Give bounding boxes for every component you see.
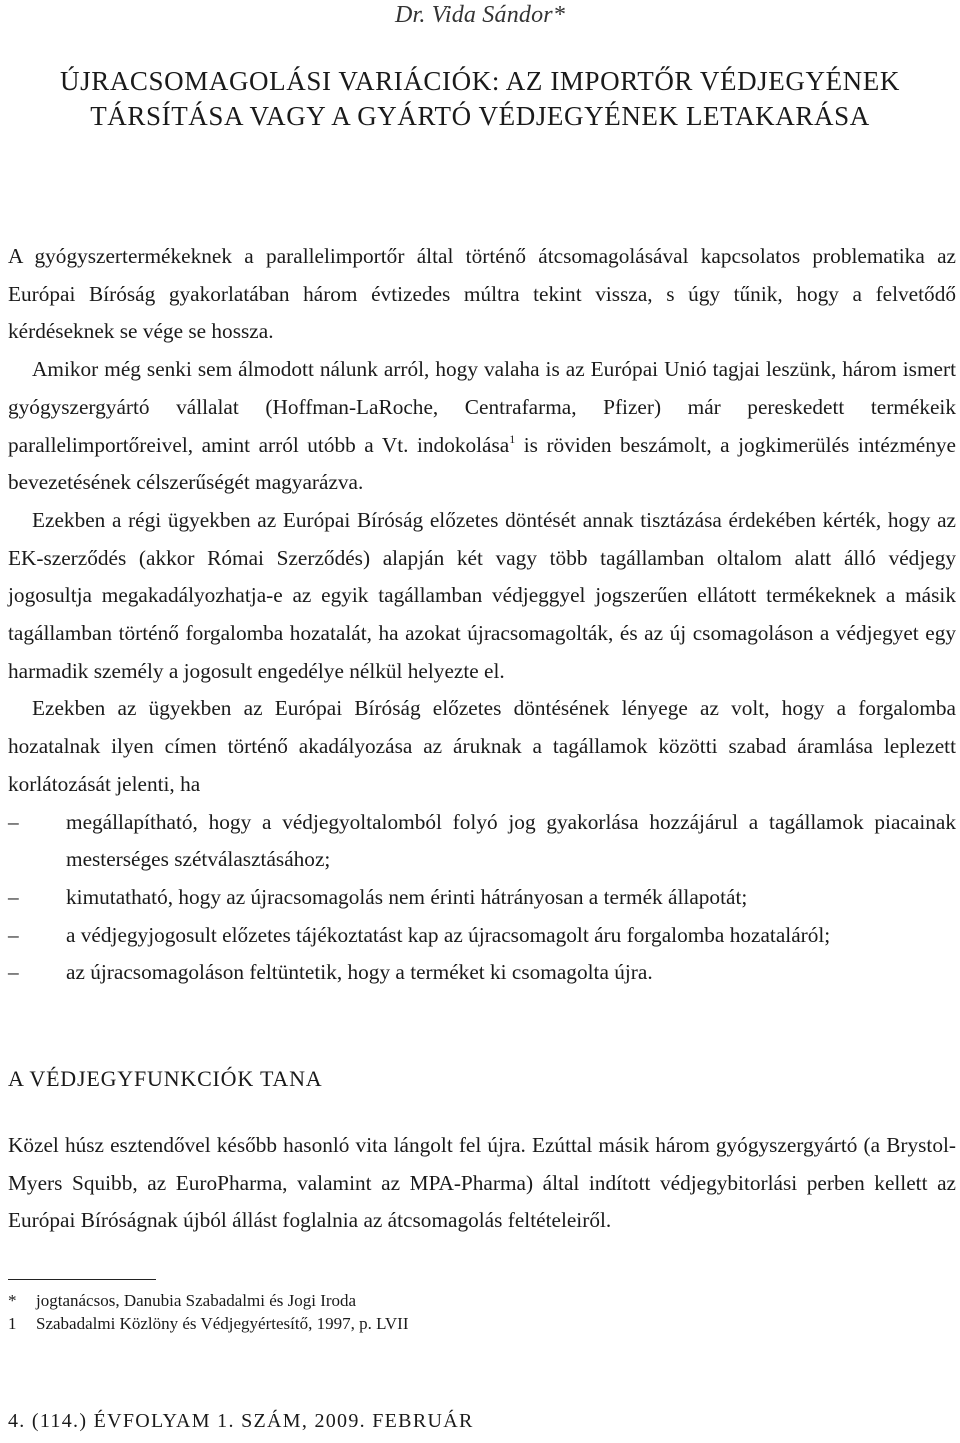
list-item xyxy=(8,917,956,955)
list-dash: – xyxy=(8,960,19,985)
footnote-ref-1: 1 xyxy=(509,431,516,446)
title-line-1: ÚJRACSOMAGOLÁSI VARIÁCIÓK: AZ IMPORTŐR VÉDJEGYÉNEK xyxy=(60,66,900,96)
footnote-item xyxy=(8,1289,908,1312)
article-title xyxy=(0,64,960,134)
conditions-list xyxy=(8,804,956,993)
footnote-divider xyxy=(8,1279,156,1280)
footnote-mark: * xyxy=(8,1291,17,1310)
list-dash: – xyxy=(8,809,19,834)
footnote-text: jogtanácsos, Danubia Szabadalmi és Jogi Iroda xyxy=(36,1291,357,1310)
section-body xyxy=(8,1127,956,1240)
footnote-item xyxy=(8,1312,908,1335)
list-item-text: a védjegyjogosult előzetes tájékoztatást kap az újracsomagolt áru forgalomba hozataláról; xyxy=(66,922,831,947)
section-paragraph-1: Közel húsz esztendővel később hasonló vita lángolt fel újra. Ezúttal másik három gyógyszergyártó (a Brystol-Myers Squibb, az EuroPharma, valamint az MPA-Pharma) által indított védjegybitorlási perben kellett az Európai Bíróságnak újból állást foglalnia az átcsomagolás feltételeiről. xyxy=(8,1133,956,1233)
intro-paragraph-4: Ezekben az ügyekben az Európai Bíróság előzetes döntésének lényege az volt, hogy a forgalomba hozatalnak ilyen címen történő akadályozása az áruknak a tagállamok közötti szabad áramlása leplezett korlátozását jelenti, ha xyxy=(8,696,956,796)
list-item xyxy=(8,879,956,917)
intro-paragraph-1: A gyógyszertermékeknek a parallelimportőr által történő átcsomagolásával kapcsolatos problematika az Európai Bíróság gyakorlatában három évtizedes múltra tekint vissza, s úgy tűnik, hogy a felvetődő kérdéseknek se vége se hossza. xyxy=(8,244,956,344)
running-footer: 4. (114.) ÉVFOLYAM 1. SZÁM, 2009. FEBRUÁR xyxy=(8,1410,474,1432)
footnote-mark: 1 xyxy=(8,1314,17,1333)
list-item xyxy=(8,954,956,992)
author-name: Dr. Vida Sándor* xyxy=(394,2,566,28)
list-item-text: az újracsomagoláson feltüntetik, hogy a terméket ki csomagolta újra. xyxy=(66,960,653,985)
list-dash: – xyxy=(8,922,19,947)
list-item xyxy=(8,804,956,879)
paragraph-2-text-b: is röviden beszámolt, a jogkimerülés intézménye bevezetésének célszerűségét magyarázva. xyxy=(8,432,956,495)
intro-body xyxy=(8,238,956,992)
list-item-text: megállapítható, hogy a védjegyoltalomból folyó jog gyakorlása hozzájárul a tagállamok piacainak mesterséges szétválasztásához; xyxy=(66,809,956,872)
footnote-text: Szabadalmi Közlöny és Védjegyértesítő, 1997, p. LVII xyxy=(36,1314,409,1333)
list-item-text: kimutatható, hogy az újracsomagolás nem érinti hátrányosan a termék állapotát; xyxy=(66,884,748,909)
intro-paragraph-2 xyxy=(8,351,956,502)
intro-paragraph-3: Ezekben a régi ügyekben az Európai Bíróság előzetes döntését annak tisztázása érdekében kérték, hogy az EK-szerződés (akkor Római Szerződés) alapján két vagy több tagállamban oltalom alatt álló védjegy jogosultja megakadályozhatja-e az egyik tagállamban védjeggyel jogszerűen ellátott termékeknek a másik tagállamban történő forgalomba hozatalát, ha azokat újracsomagolták, és az új csomagoláson a védjegyet egy harmadik személy a jogosult engedélye nélkül helyezte el. xyxy=(8,507,956,683)
title-line-2: TÁRSÍTÁSA VAGY A GYÁRTÓ VÉDJEGYÉNEK LETAKARÁSA xyxy=(90,101,870,131)
section-heading: A VÉDJEGYFUNKCIÓK TANA xyxy=(8,1066,323,1091)
list-dash: – xyxy=(8,884,19,909)
footnotes xyxy=(8,1289,908,1335)
paragraph-2-text-a: Amikor még senki sem álmodott nálunk arról, hogy valaha is az Európai Unió tagjai leszünk, három ismert gyógyszergyártó vállalat (Hoffman-LaRoche, Centrafarma, Pfizer) már pereskedett termékeik parallelimportőreivel, amint arról utóbb a Vt. indokolása xyxy=(8,357,956,457)
